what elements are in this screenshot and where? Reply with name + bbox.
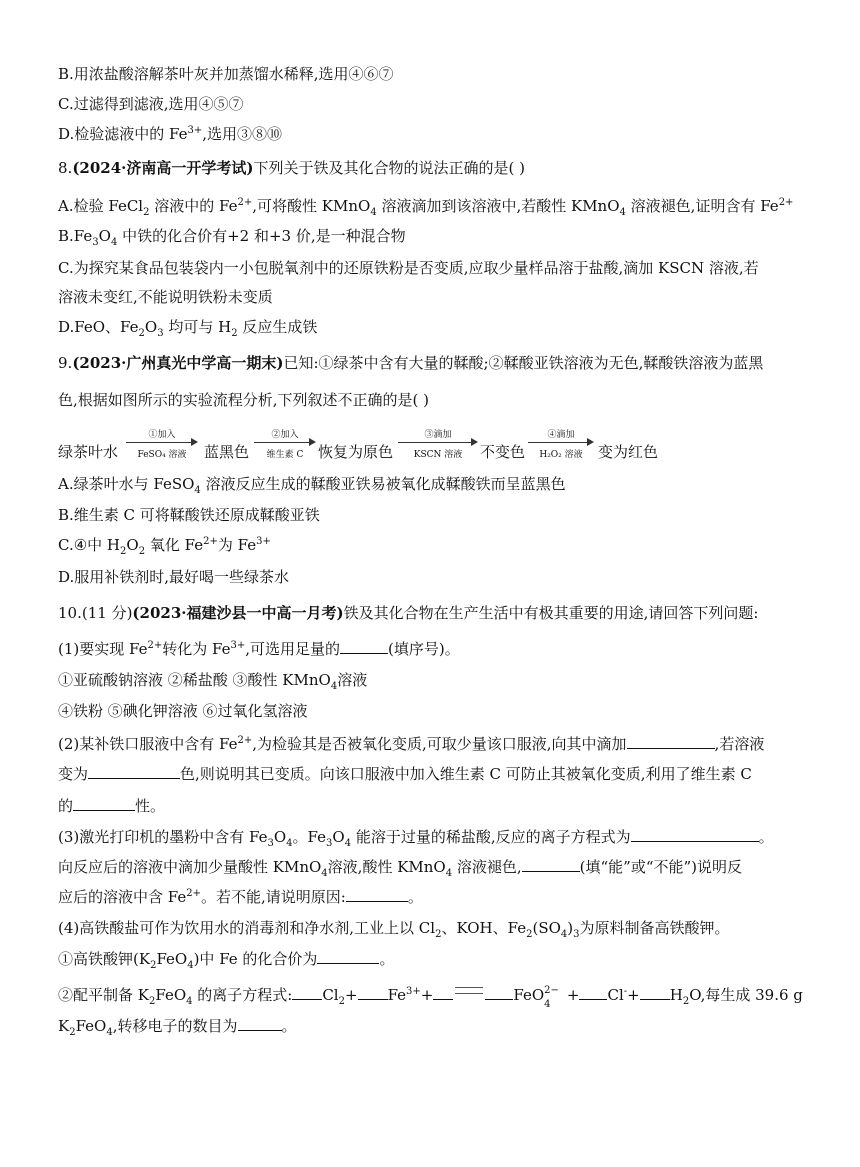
- q8-stem: 8.(2024·济南高一开学考试)下列关于铁及其化合物的说法正确的是( ): [58, 159, 525, 177]
- answer-blank[interactable]: [88, 764, 180, 779]
- answer-blank[interactable]: [238, 1016, 282, 1031]
- flow-arrow-2: ②加入 维生素 C: [254, 427, 316, 461]
- q10-part4-sub2-line2: $K_2FeO_4$,转移电子的数目为 。: [58, 1017, 297, 1038]
- flow-arrow-4: ④滴加 H₂O₂ 溶液: [528, 427, 594, 461]
- answer-blank[interactable]: [317, 949, 379, 964]
- answer-blank[interactable]: [340, 639, 388, 654]
- ion-charge-subscript: 2− 4: [544, 985, 559, 1010]
- answer-blank[interactable]: [292, 985, 322, 1000]
- flow-step-4: 不变色: [480, 443, 526, 461]
- q9-option-c: C.④中 $H_2O_2$ 氧化 $Fe^{2+}$为 $Fe^{3+}$: [58, 536, 271, 557]
- q10-part3-line3: 应后的溶液中含 $Fe^{2+}$。若不能,请说明原因: 。: [58, 888, 423, 906]
- q9-flow-diagram: [58, 423, 818, 463]
- q8-option-c-line1: C.为探究某食品包装袋内一小包脱氧剂中的还原铁粉是否变质,应取少量样品溶于盐酸,滴加 KSCN 溶液,若: [58, 259, 759, 277]
- flow-arrow-3: ③滴加 KSCN 溶液: [398, 427, 478, 461]
- flow-step-3: 恢复为原色: [318, 443, 394, 461]
- q8-option-d: D.FeO、$Fe_2O_3$ 均可与 $H_2$ 反应生成铁: [58, 318, 318, 339]
- q10-part3-line2: 向反应后的溶液中滴加少量酸性 KMnO$_4$溶液,酸性 KMnO$_4$ 溶液褪色, (填“能”或“不能”)说明反: [58, 858, 743, 879]
- q10-stem: 10.(11 分)(2023·福建沙县一中高一月考)铁及其化合物在生产生活中有极其重要的用途,请回答下列问题:: [58, 604, 759, 622]
- answer-blank[interactable]: [627, 734, 715, 749]
- q10-part4-sub1: ①高铁酸钾$(K_2FeO_4)$中 Fe 的化合价为 。: [58, 950, 395, 971]
- q9-option-b: B.维生素 C 可将鞣酸铁还原成鞣酸亚铁: [58, 506, 320, 524]
- answer-blank[interactable]: [522, 857, 580, 872]
- answer-blank[interactable]: [640, 985, 670, 1000]
- q7-option-b: B.用浓盐酸溶解茶叶灰并加蒸馏水稀释,选用④⑥⑦: [58, 65, 394, 83]
- q9-stem-line2: 色,根据如图所示的实验流程分析,下列叙述不正确的是( ): [58, 391, 430, 409]
- answer-blank[interactable]: [579, 985, 607, 1000]
- q10-options-row1: ①亚硫酸钠溶液 ②稀盐酸 ③酸性 KMnO$_4$溶液: [58, 671, 368, 692]
- q8-option-c-line2: 溶液未变红,不能说明铁粉未变质: [58, 288, 273, 306]
- q10-part2-line2: 变为 色,则说明其已变质。向该口服液中加入维生素 C 可防止其被氧化变质,利用了维生素 C: [58, 765, 752, 783]
- answer-blank[interactable]: [433, 985, 453, 1000]
- equals-sign: [455, 987, 483, 994]
- answer-blank[interactable]: [73, 796, 135, 811]
- q8-option-a: A.检验 FeCl$_2$ 溶液中的 $Fe^{2+}$,可将酸性 KMnO$_4$ 溶液滴加到该溶液中,若酸性 KMnO$_4$ 溶液褪色,证明含有 $Fe^{2+}$: [58, 197, 794, 218]
- answer-blank[interactable]: [631, 827, 759, 842]
- q10-part4-stem: (4)高铁酸盐可作为饮用水的消毒剂和净水剂,工业上以 $Cl_2$、KOH、$Fe_2(SO_4)_3$为原料制备高铁酸钾。: [58, 919, 730, 940]
- q9-option-a: A.绿茶叶水与 FeSO$_4$ 溶液反应生成的鞣酸亚铁易被氧化成鞣酸铁而呈蓝黑色: [58, 475, 566, 496]
- q10-part4-sub2: ②配平制备 $K_2FeO_4$ 的离子方程式: $Cl_2+ Fe^{3+}+$ FeO 2− 4 + $Cl^-+ H_2O$,每生成 39.6 g: [58, 985, 803, 1010]
- answer-blank[interactable]: [485, 985, 513, 1000]
- flow-step-5: 变为红色: [598, 443, 659, 461]
- q10-options-row2: ④铁粉 ⑤碘化钾溶液 ⑥过氧化氢溶液: [58, 702, 308, 720]
- flow-step-1: 绿茶叶水: [58, 443, 119, 461]
- q8-option-b: $B.Fe_3O_4$ 中铁的化合价有+2 和+3 价,是一种混合物: [58, 227, 406, 248]
- q9-stem-line1: 9.(2023·广州真光中学高一期末)已知:①绿茶中含有大量的鞣酸;②鞣酸亚铁溶液为无色,鞣酸铁溶液为蓝黑: [58, 354, 764, 372]
- q7-option-c: C.过滤得到滤液,选用④⑤⑦: [58, 95, 244, 113]
- q10-part3-line1: (3)激光打印机的墨粉中含有 $Fe_3O_4$。$Fe_3O_4$ 能溶于过量的稀盐酸,反应的离子方程式为 。: [58, 828, 774, 849]
- q10-part2-line3: 的 性。: [58, 797, 166, 815]
- q10-part2-line1: (2)某补铁口服液中含有 $Fe^{2+}$,为检验其是否被氧化变质,可取少量该口服液,向其中滴加 ,若溶液: [58, 735, 765, 753]
- q9-option-d: D.服用补铁剂时,最好喝一些绿茶水: [58, 568, 290, 586]
- q10-part1: (1)要实现 $Fe^{2+}$转化为 $Fe^{3+}$,可选用足量的 (填序号)。: [58, 640, 460, 658]
- answer-blank[interactable]: [358, 985, 388, 1000]
- flow-arrow-1: ①加入 FeSO₄ 溶液: [126, 427, 198, 461]
- flow-step-2: 蓝黑色: [204, 443, 250, 461]
- answer-blank[interactable]: [346, 887, 408, 902]
- q7-option-d: D.检验滤液中的 $Fe^{3+}$,选用③⑧⑩: [58, 125, 283, 143]
